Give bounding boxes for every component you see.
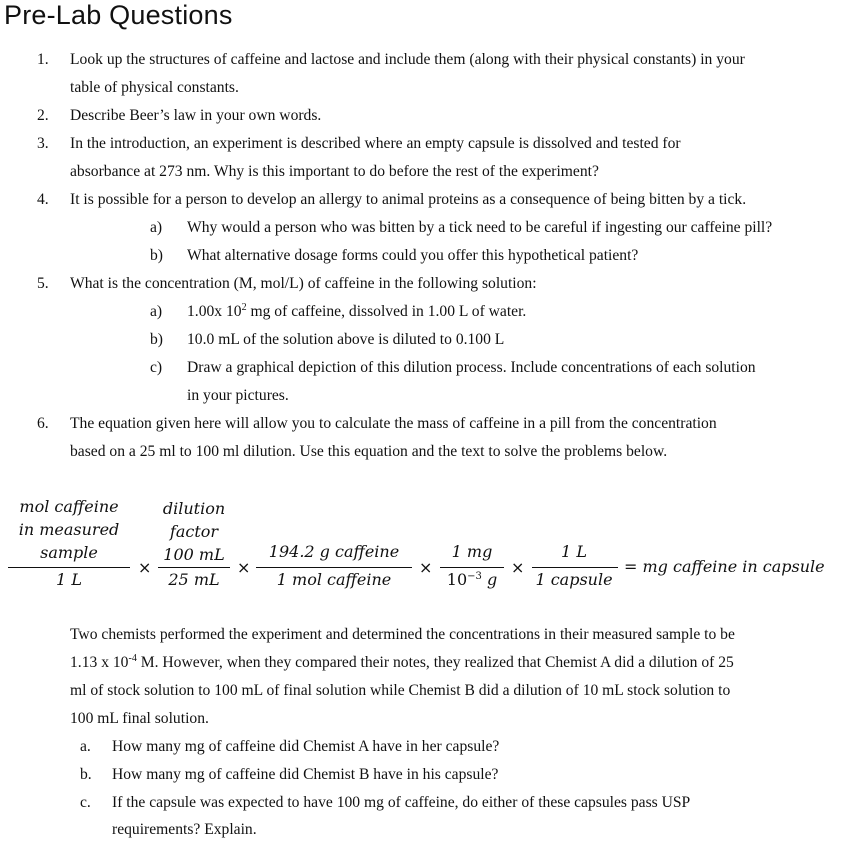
question-3-text: In the introduction, an experiment is described where an empty capsule is dissolved and tested for bbox=[70, 135, 681, 152]
question-4a-text: Why would a person who was bitten by a tick need to be careful if ingesting our caffeine pill? bbox=[187, 219, 773, 236]
eq-term1-line2: in measured bbox=[18, 520, 120, 539]
eq-term4-fraction-bar bbox=[440, 567, 504, 568]
eq-term5-numerator: 1 L bbox=[561, 542, 587, 561]
eq-result: = mg caffeine in capsule bbox=[624, 557, 825, 576]
eq-term4-numerator: 1 mg bbox=[451, 542, 493, 561]
eq-term1-denominator: 1 L bbox=[56, 570, 82, 589]
subquestion-a-text: How many mg of caffeine did Chemist A have in her capsule? bbox=[112, 738, 500, 755]
subquestion-b-text: How many mg of caffeine did Chemist B have in his capsule? bbox=[112, 766, 499, 783]
question-6-number: 6. bbox=[37, 415, 49, 432]
question-3-text-cont: absorbance at 273 nm. Why is this important to do before the rest of the experiment? bbox=[70, 163, 599, 180]
subquestion-c-text: If the capsule was expected to have 100 mg of caffeine, do either of these capsules pass USP bbox=[112, 794, 691, 811]
page-title: Pre-Lab Questions bbox=[4, 0, 233, 30]
eq-times-1: × bbox=[138, 558, 152, 577]
eq-term2-line2: factor bbox=[169, 522, 219, 541]
question-3-number: 3. bbox=[37, 135, 49, 152]
question-5a-text: 1.00x $10^2$ mg of caffeine, dissolved in 1.00 L of water. bbox=[187, 302, 527, 320]
eq-times-4: × bbox=[511, 558, 525, 577]
eq-times-3: × bbox=[419, 558, 433, 577]
subquestion-c-label: c. bbox=[80, 794, 91, 811]
question-5b-label: b) bbox=[150, 331, 163, 348]
paragraph-line-2: 1.13 x $10^{-4}$ M. However, when they compared their notes, they realized that Chemist A did a dilution of 25 bbox=[70, 653, 734, 671]
question-5a-label: a) bbox=[150, 303, 163, 320]
question-4b-text: What alternative dosage forms could you offer this hypothetical patient? bbox=[187, 247, 639, 264]
paragraph-line-4: 100 mL final solution. bbox=[70, 710, 209, 727]
question-2-number: 2. bbox=[37, 107, 49, 124]
paragraph-line-1: Two chemists performed the experiment and determined the concentrations in their measured sample to be bbox=[70, 626, 735, 643]
eq-term1-line3: sample bbox=[40, 543, 98, 562]
question-5c-text: Draw a graphical depiction of this dilution process. Include concentrations of each solution bbox=[187, 359, 756, 376]
question-2-text: Describe Beer’s law in your own words. bbox=[70, 107, 322, 124]
question-6-text: The equation given here will allow you to calculate the mass of caffeine in a pill from the concentration bbox=[70, 415, 717, 432]
question-5c-label: c) bbox=[150, 359, 163, 376]
question-4-text: It is possible for a person to develop an allergy to animal proteins as a consequence of being bitten by a tick. bbox=[70, 191, 747, 208]
subquestion-c-text-cont: requirements? Explain. bbox=[112, 821, 257, 838]
eq-term4-denominator: $10^{-3}$ g bbox=[446, 570, 498, 589]
eq-term5-fraction-bar bbox=[532, 567, 618, 568]
eq-times-2: × bbox=[237, 558, 251, 577]
eq-term2-numerator: 100 mL bbox=[163, 545, 225, 564]
question-4-number: 4. bbox=[37, 191, 49, 208]
question-6-text-cont: based on a 25 ml to 100 ml dilution. Use this equation and the text to solve the problems below. bbox=[70, 443, 668, 460]
question-5c-text-cont: in your pictures. bbox=[187, 387, 289, 404]
eq-term2-fraction-bar bbox=[158, 567, 230, 568]
subquestion-a-label: a. bbox=[80, 738, 91, 755]
question-5b-text: 10.0 mL of the solution above is diluted to 0.100 L bbox=[187, 331, 505, 348]
eq-term1-fraction-bar bbox=[8, 567, 130, 568]
question-5-number: 5. bbox=[37, 275, 49, 292]
eq-term1-line1: mol caffeine bbox=[19, 497, 119, 516]
subquestion-b-label: b. bbox=[80, 766, 92, 783]
eq-term2-line1: dilution bbox=[162, 499, 226, 518]
eq-term3-fraction-bar bbox=[256, 567, 412, 568]
question-1-text-cont: table of physical constants. bbox=[70, 79, 239, 96]
eq-term2-denominator: 25 mL bbox=[168, 570, 220, 589]
question-4b-label: b) bbox=[150, 247, 163, 264]
question-5-text: What is the concentration (M, mol/L) of caffeine in the following solution: bbox=[70, 275, 537, 292]
eq-term3-denominator: 1 mol caffeine bbox=[276, 570, 392, 589]
question-1-number: 1. bbox=[37, 51, 49, 68]
paragraph-line-3: ml of stock solution to 100 mL of final solution while Chemist B did a dilution of 10 mL stock solution to bbox=[70, 682, 731, 699]
eq-term3-numerator: 194.2 g caffeine bbox=[268, 542, 400, 561]
question-4a-label: a) bbox=[150, 219, 163, 236]
question-1-text: Look up the structures of caffeine and lactose and include them (along with their physical constants) in your bbox=[70, 51, 745, 68]
eq-term5-denominator: 1 capsule bbox=[535, 570, 613, 589]
